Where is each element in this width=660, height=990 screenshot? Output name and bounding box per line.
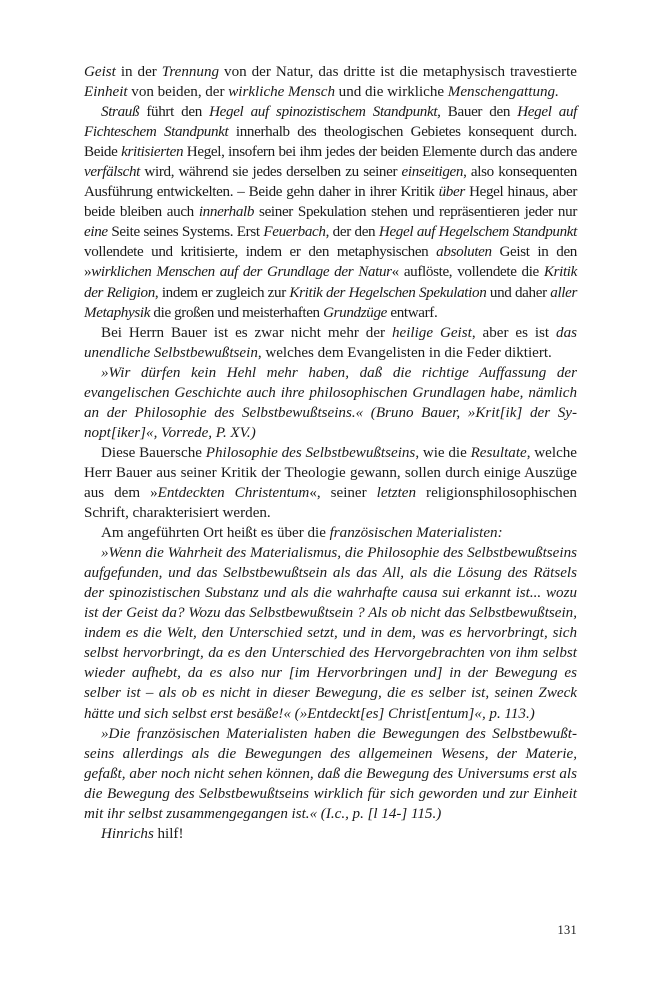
emphasis-run: Grundzüge: [323, 304, 388, 321]
text-run: «, seiner: [309, 484, 377, 501]
text-run: , Bauer den: [437, 104, 518, 121]
emphasis-run: Hegel auf Hegelschem Standpunkt: [378, 224, 577, 241]
text-run: , also konsequenten Ausführung entwickelten. – Beide gehn daher in ihrer Kritik: [84, 164, 577, 201]
emphasis-run: kritisierten: [121, 144, 184, 161]
emphasis-run: »Die französischen Materialisten haben die Bewegungen des Selbstbewußtseins allerdings als die Bewegungen des allgemeinen Wesens, der Materie, gefaßt, aber noch nicht sehen können, daß die Bewegung des Universums erst als die Bewegung des Selbstbewußtseins wirklich für sich geworden und zur Einheit mit ihr selbst zusammengegangen ist.« (I.c., p. [l 14-] 115.): [84, 725, 577, 822]
emphasis-run: aller Metaphysik: [84, 284, 578, 321]
text-run: von der Natur, das dritte ist die metaphysisch travestierte: [219, 64, 577, 80]
paragraph: [84, 724, 577, 824]
emphasis-run: französischen Materialisten:: [329, 525, 503, 542]
paragraph: [84, 543, 577, 723]
paragraph: [84, 62, 577, 102]
emphasis-run: Geist: [84, 64, 116, 80]
text-run: , wie die: [415, 444, 471, 461]
text-run: , der den: [325, 224, 379, 241]
emphasis-run: Resultate: [470, 444, 527, 461]
emphasis-run: Feuerbach: [263, 224, 326, 241]
emphasis-run: Trennung: [161, 64, 220, 80]
text-run: die großen und meisterhaften: [150, 304, 324, 321]
text-run: in der: [115, 64, 162, 80]
text-run: religionsphilosophischen Schrift, charakterisiert werden.: [84, 484, 577, 522]
emphasis-run: wirkliche Mensch: [228, 84, 335, 101]
text-run: Geist in den »: [84, 244, 577, 281]
text-run: von beiden, der: [127, 84, 229, 101]
emphasis-run: heilige Geist: [391, 324, 472, 341]
text-run: innerhalb des theologischen Gebietes konsequent durch. Beide: [84, 124, 577, 161]
emphasis-run: das unendliche Selbstbewußtsein: [84, 324, 577, 361]
paragraph: [84, 443, 577, 523]
paragraph: [84, 363, 577, 443]
emphasis-run: »Wenn die Wahrheit des Materialismus, die Philosophie des Selbstbewußtseins aufgefunden, und das Selbstbewußtsein als das All, als die Lösung des Rätsels der spinozistischen Substanz und als die wahrhafte causa sui erkannt ist... wozu ist der Geist da? Wozu das Selbstbewußtsein ? Als ob nicht das Selbstbewußtsein, indem es die Welt, den Unterschied setzt, und in dem, was es hervorbringt, sich selbst hervorbringt, da es den Unterschied des Hervorgebrachten von ihm selbst wieder aufhebt, da es also nur [im Hervorbringen und] in der Bewegung es selber ist – als ob es nicht in dieser Bewegung, die es selber ist, seinen Zweck hätte und sich selbst erst besäße!« (»Entdeckt[es] Christ[entum]«, p. 113.): [84, 545, 577, 722]
emphasis-run: Entdeckten Christentum: [157, 484, 310, 501]
emphasis-run: Kritik der Hegelschen Spekulation: [289, 284, 487, 301]
paragraph: [84, 323, 577, 363]
text-run: wird, während sie jedes derselben zu seiner: [140, 164, 402, 181]
emphasis-run: verfälscht: [84, 164, 141, 181]
emphasis-run: Hinrichs: [101, 825, 154, 842]
text-run: führt den: [139, 104, 210, 121]
emphasis-run: über: [438, 184, 465, 201]
text-run: vollendete und kritisierte, indem er den metaphysischen: [84, 244, 437, 261]
text-run: seiner Spekulation stehen und repräsentieren jeder nur: [254, 204, 577, 221]
emphasis-run: innerhalb: [198, 204, 255, 221]
text-run: Am angeführten Ort heißt es über die: [101, 525, 330, 542]
paragraph: [84, 523, 577, 543]
emphasis-run: letzten: [376, 484, 417, 501]
paragraph: [84, 824, 577, 844]
emphasis-run: Strauß: [101, 104, 140, 121]
emphasis-run: Hegel auf spinozistischem Standpunkt: [209, 104, 438, 121]
text-run: und die wirkliche: [335, 84, 448, 101]
text-run: , welches dem Evangelisten in die Feder diktiert.: [257, 344, 552, 361]
emphasis-run: Einheit: [84, 84, 128, 101]
emphasis-run: »Wir dürfen kein Hehl mehr haben, daß die richtige Auffassung der evangelischen Geschichte auch ihre philosophischen Grundlagen habe, nämlich an der Philosophie des Selbstbewußtseins.« (Bruno Bauer, »Krit[ik] der Synopt[iker]«, Vorrede, P. XV.): [84, 364, 577, 441]
emphasis-run: einseitigen: [401, 164, 464, 181]
text-run: , aber es ist: [471, 324, 557, 341]
text-run: und daher: [486, 284, 551, 301]
text-run: , indem er zugleich zur: [154, 284, 290, 301]
text-run: Diese Bauersche: [101, 444, 206, 461]
emphasis-run: absoluten: [436, 244, 492, 261]
paragraph: [84, 102, 577, 323]
text-run: hilf!: [153, 825, 184, 842]
text-run: Bei Herrn Bauer ist es zwar nicht mehr der: [101, 324, 392, 341]
emphasis-run: eine: [84, 224, 108, 241]
text-run: « auflöste, vollendete die: [391, 264, 544, 281]
page-number: 131: [557, 923, 577, 937]
text-run: , welche Herr Bauer aus seiner Kritik der Theologie gewann, sollen durch einige Auszüge aus dem »: [84, 444, 578, 501]
text-run: entwarf.: [387, 304, 438, 321]
emphasis-run: Kritik der Religion: [84, 264, 577, 301]
emphasis-run: Philosophie des Selbstbewußtseins: [205, 444, 416, 461]
body-text-column: [84, 62, 577, 844]
text-run: Seite seines Systems. Erst: [107, 224, 264, 241]
text-run: Hegel, insofern bei ihm jedes der beiden Elemente durch das andere: [183, 144, 578, 161]
emphasis-run: Menschengattung.: [447, 84, 559, 101]
text-run: Hegel hinaus, aber beide bleiben auch: [84, 184, 577, 221]
emphasis-run: Hegel auf Fichteschem Standpunkt: [84, 104, 577, 141]
emphasis-run: wirklichen Menschen auf der Grundlage der Natur: [91, 264, 392, 281]
